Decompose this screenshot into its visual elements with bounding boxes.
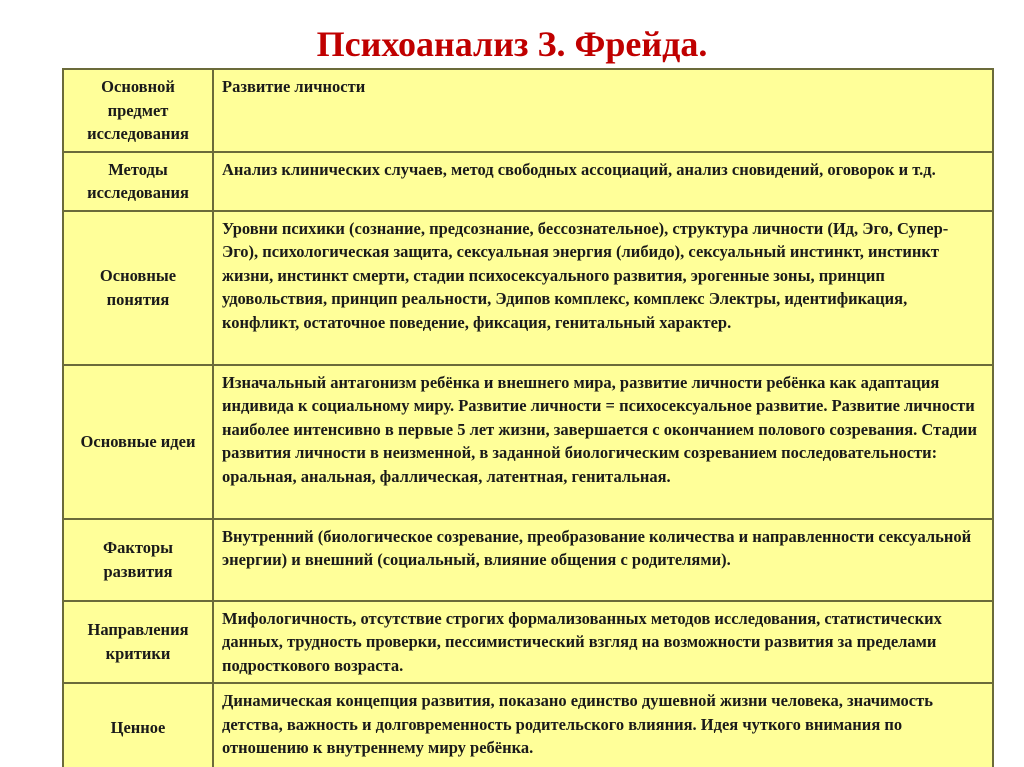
row-content-methods: Анализ клинических случаев, метод свободных ассоциаций, анализ сновидений, оговорок и т.д. — [213, 152, 993, 211]
row-label-ideas: Основные идеи — [63, 365, 213, 519]
table-row — [63, 683, 993, 767]
row-content-criticism: Мифологичность, отсутствие строгих формализованных методов исследования, статистических данных, трудность проверки, пессимистический взгляд на возможности развития за пределами подросткового возраста. — [213, 601, 993, 684]
row-label-methods: Методы исследования — [63, 152, 213, 211]
row-label-subject: Основной предмет исследования — [63, 69, 213, 152]
row-label-criticism: Направления критики — [63, 601, 213, 684]
table-row — [63, 601, 993, 684]
table-row — [63, 519, 993, 601]
table-row — [63, 152, 993, 211]
freud-table — [62, 68, 994, 767]
row-label-factors: Факторы развития — [63, 519, 213, 601]
row-content-ideas: Изначальный антагонизм ребёнка и внешнего мира, развитие личности ребёнка как адаптация индивида к социальному миру. Развитие личности = психосексуальное развитие. Развитие личности наиболее интенсивно в первые 5 лет жизни, завершается с окончанием полового созревания. Стадии развития личности в неизменной, в заданной биологическим созреванием последовательности: оральная, анальная, фаллическая, латентная, генитальная. — [213, 365, 993, 519]
page-title: Психоанализ З. Фрейда. — [316, 24, 708, 64]
table-row — [63, 69, 993, 152]
row-content-subject: Развитие личности — [213, 69, 993, 152]
row-label-valuable: Ценное — [63, 683, 213, 767]
row-content-valuable: Динамическая концепция развития, показано единство душевной жизни человека, значимость детства, важность и долговременность родительского влияния. Идея чуткого внимания по отношению к внутреннему миру ребёнка. — [213, 683, 993, 767]
row-content-factors: Внутренний (биологическое созревание, преобразование количества и направленности сексуальной энергии) и внешний (социальный, влияние общения с родителями). — [213, 519, 993, 601]
row-label-concepts: Основные понятия — [63, 211, 213, 365]
table-row — [63, 211, 993, 365]
row-content-concepts: Уровни психики (сознание, предсознание, бессознательное), структура личности (Ид, Эго, Супер-Эго), психологическая защита, сексуальная энергия (либидо), сексуальный инстинкт, инстинкт жизни, инстинкт смерти, стадии психосексуального развития, эрогенные зоны, принцип удовольствия, принцип реальности, Эдипов комплекс, комплекс Электры, идентификация, конфликт, остаточное поведение, фиксация, генитальный характер. — [213, 211, 993, 365]
table-row — [63, 365, 993, 519]
